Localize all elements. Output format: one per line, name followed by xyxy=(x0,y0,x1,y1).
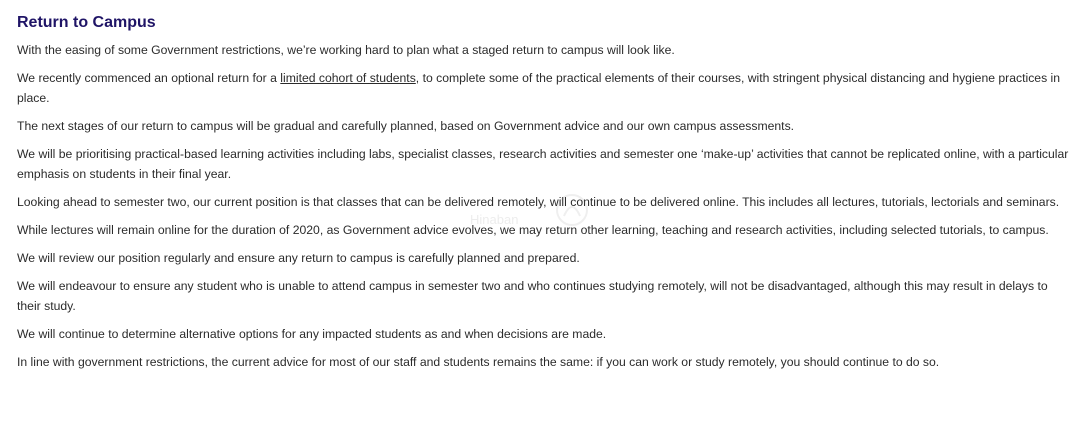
paragraph-7: We will review our position regularly and ensure any return to campus is carefully planned and prepared. xyxy=(17,251,580,265)
limited-cohort-link[interactable]: limited cohort of students xyxy=(280,71,416,85)
paragraph-10: In line with government restrictions, the current advice for most of our staff and students remains the same: if you can work or study remotely, you should continue to do so. xyxy=(17,355,940,369)
page-title: Return to Campus xyxy=(17,14,156,31)
paragraph-3: The next stages of our return to campus will be gradual and carefully planned, based on Government advice and our own campus assessments. xyxy=(17,119,795,133)
paragraph-4: We will be prioritising practical-based learning activities including labs, specialist classes, research activities and semester one ‘make-up’ activities that cannot be replicated online, with a particular emphasis on students in their final year. xyxy=(17,147,1069,181)
paragraph-2-before: We recently commenced an optional return for a xyxy=(17,71,281,85)
paragraph-6: While lectures will remain online for the duration of 2020, as Government advice evolves, we may return other learning, teaching and research activities, including selected tutorials, to campus. xyxy=(17,223,1049,237)
paragraph-2 xyxy=(17,68,1072,108)
paragraph-8: We will endeavour to ensure any student who is unable to attend campus in semester two and who continues studying remotely, will not be disadvantaged, although this may result in delays to their study. xyxy=(17,279,1048,313)
watermark-text: Hinaban xyxy=(470,212,519,227)
article xyxy=(17,13,1072,380)
paragraph-2-after: , to complete some of the practical elements of their courses, with stringent physical distancing and hygiene practices in place. xyxy=(17,71,1061,105)
paragraph-1: With the easing of some Government restrictions, we’re working hard to plan what a staged return to campus will look like. xyxy=(17,43,675,57)
paragraph-5: Looking ahead to semester two, our current position is that classes that can be delivered remotely, will continue to be delivered online. This includes all lectures, tutorials, lectorials and seminars. xyxy=(17,195,1060,209)
paragraph-9: We will continue to determine alternative options for any impacted students as and when decisions are made. xyxy=(17,327,607,341)
